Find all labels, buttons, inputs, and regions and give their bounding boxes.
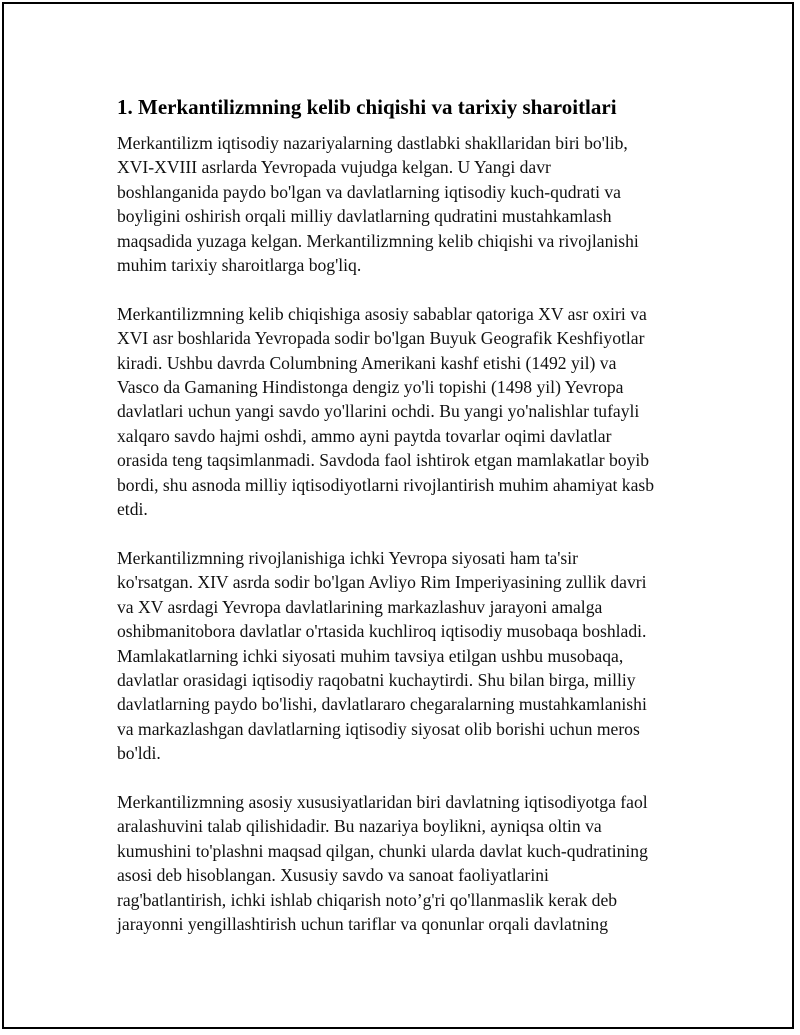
- text-line: Merkantilizmning asosiy xususiyatlaridan biri davlatning iqtisodiyotga faol: [117, 791, 648, 812]
- text-line: maqsadida yuzaga kelgan. Merkantilizmning kelib chiqishi va rivojlanishi: [117, 230, 639, 251]
- text-line: orasida teng taqsimlanmadi. Savdoda faol ishtirok etgan mamlakatlar boyib: [117, 450, 650, 471]
- text-line: va XV asrdagi Yevropa davlatlarining markazlashuv jarayoni amalga: [117, 596, 603, 617]
- text-line: davlatlar orasidagi iqtisodiy raqobatni kuchaytirdi. Shu bilan birga, milliy: [117, 669, 636, 690]
- text-line: muhim tarixiy sharoitlarga bog'liq.: [117, 255, 362, 276]
- text-line: Merkantilizmning kelib chiqishiga asosiy sabablar qatoriga XV asr oxiri va: [117, 303, 647, 324]
- text-line: davlatlarning paydo bo'lishi, davlatlararo chegaralarning mustahkamlanishi: [117, 694, 647, 715]
- text-line: aralashuvini talab qilishidadir. Bu nazariya boylikni, ayniqsa oltin va: [117, 816, 602, 837]
- text-line: Merkantilizm iqtisodiy nazariyalarning dastlabki shakllaridan biri bo'lib,: [117, 133, 628, 153]
- text-line: etdi.: [117, 499, 148, 520]
- paragraph: [117, 302, 687, 522]
- text-line: rag'batlantirish, ichki ishlab chiqarish noto’g'ri qo'llanmaslik kerak deb: [117, 889, 618, 910]
- text-line: asosi deb hisoblangan. Xususiy savdo va sanoat faoliyatlarini: [117, 865, 549, 886]
- text-line: boyligini oshirish orqali milliy davlatlarning qudratini mustahkamlash: [117, 206, 612, 227]
- text-line: xalqaro savdo hajmi oshdi, ammo ayni paytda tovarlar oqimi davlatlar: [117, 425, 612, 446]
- text-line: kumushini to'plashni maqsad qilgan, chunki ularda davlat kuch-qudratining: [117, 840, 648, 861]
- text-line: bordi, shu asnoda milliy iqtisodiyotlarni rivojlantirish muhim ahamiyat kasb: [117, 474, 655, 495]
- text-line: davlatlari uchun yangi savdo yo'llarini ochdi. Bu yangi yo'nalishlar tufayli: [117, 401, 640, 422]
- paragraphs-container: [117, 131, 687, 936]
- text-line: XVI asr boshlarida Yevropada sodir bo'lgan Buyuk Geografik Keshfiyotlar: [117, 328, 645, 349]
- text-line: kiradi. Ushbu davrda Columbning Amerikani kashf etishi (1492 yil) va: [117, 352, 617, 373]
- text-line: XVI-XVIII asrlarda Yevropada vujudga kelgan. U Yangi davr: [117, 157, 551, 178]
- paragraph: [117, 131, 687, 277]
- section-heading: 1. Merkantilizmning kelib chiqishi va tarixiy sharoitlari: [117, 95, 617, 119]
- paragraph: [117, 790, 687, 936]
- text-line: va markazlashgan davlatlarning iqtisodiy siyosat olib borishi uchun meros: [117, 718, 640, 739]
- text-line: Vasco da Gamaning Hindistonga dengiz yo'li topishi (1498 yil) Yevropa: [117, 377, 624, 398]
- text-line: bo'ldi.: [117, 743, 161, 764]
- text-line: boshlanganida paydo bo'lgan va davlatlarning iqtisodiy kuch-qudrati va: [117, 181, 621, 202]
- text-line: Mamlakatlarning ichki siyosati muhim tavsiya etilgan ushbu musobaqa,: [117, 645, 624, 666]
- document-body: [117, 94, 687, 961]
- text-line: jarayonni yengillashtirish uchun tariflar va qonunlar orqali davlatning: [117, 913, 609, 934]
- text-line: ko'rsatgan. XIV asrda sodir bo'lgan Avliyo Rim Imperiyasining zullik davri: [117, 572, 647, 593]
- paragraph: [117, 546, 687, 766]
- text-line: oshibmanitobora davlatlar o'rtasida kuchliroq iqtisodiy musobaqa boshladi.: [117, 621, 647, 642]
- text-line: Merkantilizmning rivojlanishiga ichki Yevropa siyosati ham ta'sir: [117, 547, 579, 568]
